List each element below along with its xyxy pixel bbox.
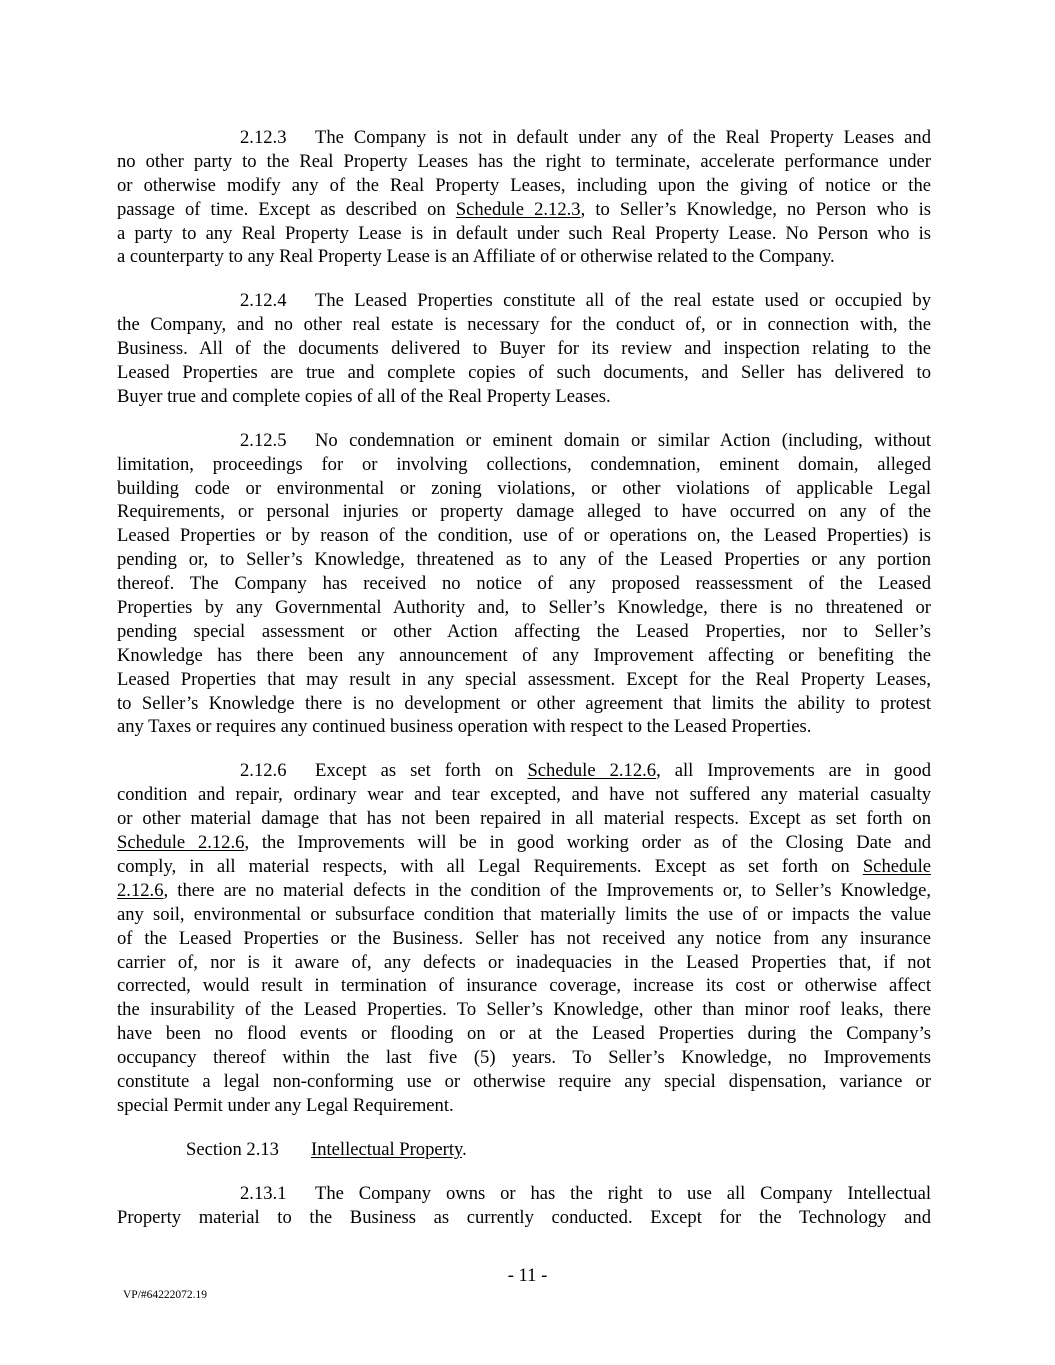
text-line [117,807,931,831]
text-line [117,245,931,269]
text-segment: , there are no material defects in the condition of the Improvements or, to Seller’s Knowledge, [163,879,931,901]
text-segment: , to Seller’s Knowledge, no Person who is [580,198,931,220]
text-line [117,524,931,548]
text-segment: the Company, and no other real estate is necessary for the conduct of, or in connection with, the [117,314,931,336]
text-segment: Leased Properties or by reason of the condition, use of or operations on, the Leased Properties) is [117,525,931,547]
text-segment: . [462,1138,467,1160]
text-line [117,692,931,716]
text-line [117,126,931,150]
clause-paragraph [117,1182,931,1230]
text-segment: no other party to the Real Property Leases has the right to terminate, accelerate performance under [117,150,931,172]
text-segment: The Company owns or has the right to use all Company Intellectual [315,1182,931,1204]
section-heading [117,1138,931,1162]
text-segment: any Taxes or requires any continued business operation with respect to the Leased Properties. [117,716,812,738]
text-segment: building code or environmental or zoning violations, or other violations of applicable Legal [117,477,931,499]
text-line [117,879,931,903]
text-line [117,715,931,739]
text-segment: Business. All of the documents delivered to Buyer for its review and inspection relating to the [117,338,931,360]
text-line [117,644,931,668]
document-id: VP/#64222072.19 [123,1289,208,1301]
text-line [117,620,931,644]
text-segment: a counterparty to any Real Property Lease is an Affiliate of or otherwise related to the Company. [117,246,835,268]
text-line [117,668,931,692]
text-segment: Leased Properties that may result in any special assessment. Except for the Real Property Leases, [117,668,931,690]
text-line [117,998,931,1022]
text-line [117,783,931,807]
text-segment: Knowledge has there been any announcement of any Improvement affecting or benefiting the [117,644,931,666]
text-line [117,572,931,596]
text-segment: have been no flood events or flooding on or at the Leased Properties during the Company’s [117,1023,931,1045]
text-segment: the insurability of the Leased Properties. To Seller’s Knowledge, other than minor roof leaks, there [117,999,931,1021]
text-segment: Leased Properties are true and complete copies of such documents, and Seller has delivered to [117,362,931,384]
text-line [117,1070,931,1094]
clause-number: 2.12.4 [240,290,287,312]
clause-number: 2.12.3 [240,127,287,148]
text-segment: corrected, would result in termination of insurance coverage, increase its cost or otherwise affect [117,975,931,997]
text-line [117,477,931,501]
clause-number: 2.12.5 [240,429,287,451]
text-line [117,831,931,855]
text-line [117,596,931,620]
section-number: Section 2.13 [186,1138,279,1160]
text-line [117,855,931,879]
text-segment: passage of time. Except as described on [117,198,456,220]
text-segment: , all Improvements are in good [656,760,931,782]
text-segment: condition and repair, ordinary wear and tear excepted, and have not suffered any material casualty [117,784,931,806]
text-line [117,361,931,385]
text-segment: any soil, environmental or subsurface condition that materially limits the use of or impacts the value [117,903,931,925]
text-segment: Requirements, or personal injuries or property damage alleged to have occurred on any of the [117,501,931,523]
text-line [117,150,931,174]
text-segment: of the Leased Properties or the Business. Seller has not received any notice from any insurance [117,927,931,949]
text-line [117,1094,931,1118]
text-segment: The Leased Properties constitute all of the real estate used or occupied by [315,290,931,312]
text-line [117,453,931,477]
text-line [117,927,931,951]
document-body [117,126,931,1249]
clause-paragraph [117,429,931,740]
clause-number: 2.12.6 [240,760,287,782]
underlined-reference: 2.12.6 [117,879,164,901]
underlined-reference: Schedule 2.12.6 [527,760,657,782]
underlined-reference: Schedule [862,855,931,877]
text-line [117,548,931,572]
text-line [117,1022,931,1046]
text-segment: Except as set forth on [315,760,528,782]
text-line [117,1182,931,1206]
clause-paragraph [117,759,931,1117]
text-line [117,500,931,524]
text-line [117,429,931,453]
text-segment: comply, in all material respects, with all Legal Requirements. Except as set forth on [117,855,863,877]
text-segment: pending special assessment or other Action affecting the Leased Properties, nor to Seller’s [117,620,931,642]
text-segment: occupancy thereof within the last five (5) years. To Seller’s Knowledge, no Improvements [117,1047,931,1069]
text-segment: or otherwise modify any of the Real Property Leases, including upon the giving of notice or the [117,174,931,196]
text-line [117,1206,931,1230]
text-segment: carrier of, nor is it aware of, any defects or inadequacies in the Leased Properties that, if not [117,951,931,973]
text-segment: , the Improvements will be in good working order as of the Closing Date and [244,832,931,854]
text-segment: The Company is not in default under any of the Real Property Leases and [315,127,931,148]
text-line [117,289,931,313]
text-line [117,951,931,975]
text-segment: thereof. The Company has received no notice of any proposed reassessment of the Leased [117,573,931,595]
text-line [117,759,931,783]
text-line [117,1046,931,1070]
text-segment: Properties by any Governmental Authority and, to Seller’s Knowledge, there is no threatened or [117,597,931,619]
clause-number: 2.13.1 [240,1182,287,1204]
text-segment: Property material to the Business as currently conducted. Except for the Technology and [117,1206,931,1228]
text-segment: limitation, proceedings for or involving collections, condemnation, eminent domain, alleged [117,453,931,475]
text-segment: No condemnation or eminent domain or similar Action (including, without [315,429,931,451]
text-line [117,198,931,222]
text-line [117,1138,931,1162]
underlined-reference: Schedule 2.12.6 [117,832,245,854]
clause-paragraph [117,126,931,269]
text-segment: constitute a legal non-conforming use or otherwise require any special dispensation, variance or [117,1070,931,1092]
text-segment: special Permit under any Legal Requirement. [117,1094,454,1116]
text-line [117,903,931,927]
page-number: - 11 - [507,1265,548,1286]
text-segment: Buyer true and complete copies of all of the Real Property Leases. [117,385,611,407]
text-line [117,313,931,337]
text-line [117,174,931,198]
text-line [117,385,931,409]
text-line [117,337,931,361]
text-segment: a party to any Real Property Lease is in default under such Real Property Lease. No Person who is [117,222,931,244]
underlined-reference: Schedule 2.12.3 [455,198,581,220]
text-line [117,222,931,246]
text-segment: pending or, to Seller’s Knowledge, threatened as to any of the Leased Properties or any portion [117,549,931,571]
clause-paragraph [117,289,931,408]
text-line [117,974,931,998]
text-segment: to Seller’s Knowledge there is no development or other agreement that limits the ability to protest [117,692,931,714]
text-segment: or other material damage that has not been repaired in all material respects. Except as set forth on [117,808,931,830]
underlined-reference: Intellectual Property [311,1138,463,1160]
